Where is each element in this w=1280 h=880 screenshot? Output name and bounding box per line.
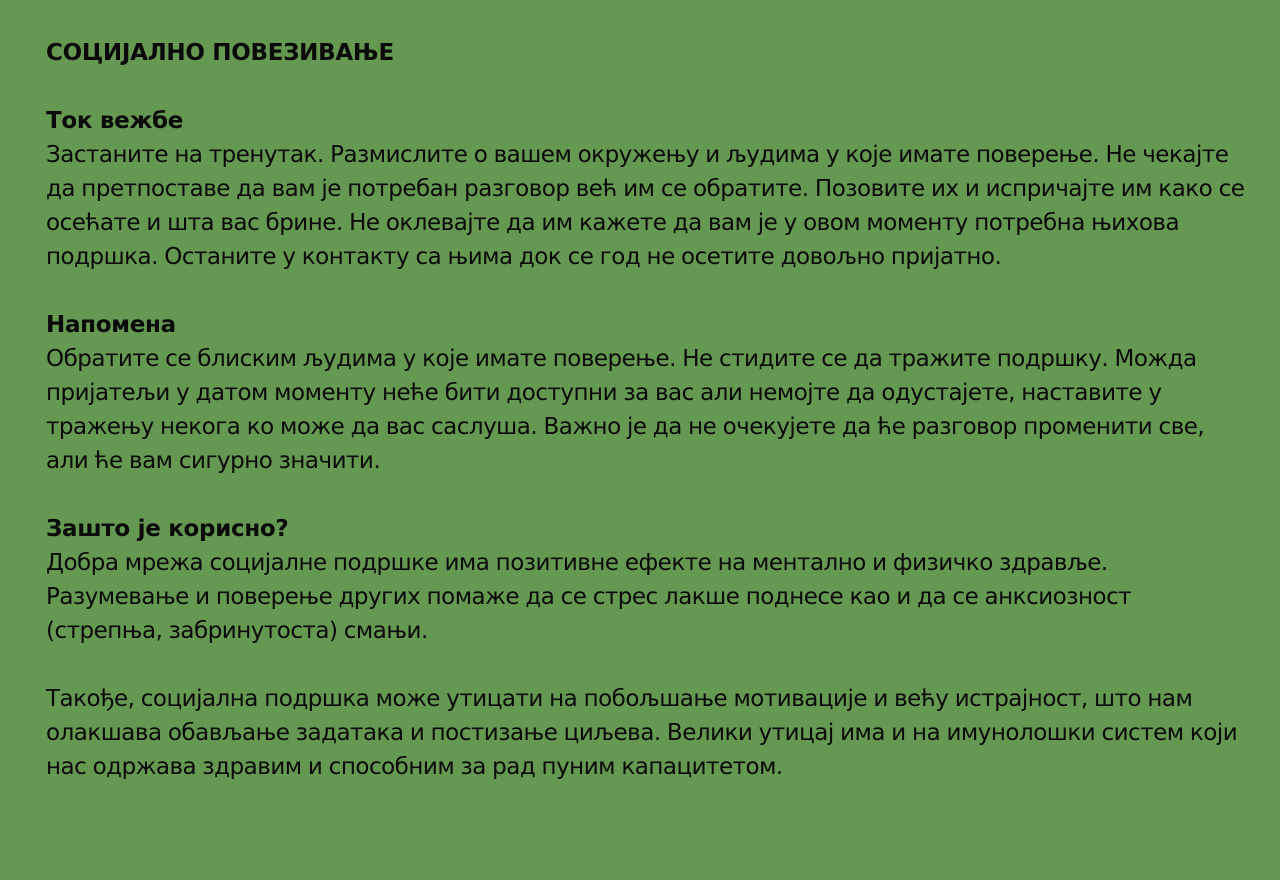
section-note	[46, 308, 1246, 478]
section-paragraph: Разумевање и поверење других помаже да се стрес лакше поднесе као и да се анксиозност (стрепња, забринутоста) смањи.	[46, 584, 1132, 644]
section-paragraph: Застаните на тренутак. Размислите о вашем окружењу и људима у које имате поверење. Не чекајте да претпоставе да вам је потребан разговор већ им се обратите. Позовите их и испричајте им како се осећате и шта вас брине. Не оклевајте да им кажете да вам је у овом моменту потребна њихова подршка. Останите у контакту са њима док се год не осетите довољно пријатно.	[46, 142, 1245, 270]
section-additional	[46, 682, 1246, 784]
section-paragraph: Добра мрежа социјалне подршке има позитивне ефекте на ментално и физичко здравље.	[46, 550, 1108, 576]
section-why-useful	[46, 512, 1246, 648]
section-paragraph: Обратите се блиским људима у које имате поверење. Не стидите се да тражите подршку. Можда пријатељи у датом моменту неће бити доступни за вас али немојте да одустајете, наставите у тражењу некога ко може да вас саслуша. Важно је да не очекујете да ће разговор променити све, али ће вам сигурно значити.	[46, 346, 1205, 474]
section-heading: Зашто је корисно?	[46, 516, 289, 542]
section-paragraph: Такође, социјална подршка може утицати на побољшање мотивације и већу истрајност, што нам олакшава обављање задатака и постизање циљева. Велики утицај има и на имунолошки систем који нас одржава здравим и способним за рад пуним капацитетом.	[46, 686, 1238, 780]
section-exercise-flow	[46, 104, 1246, 274]
document-title: СОЦИЈАЛНО ПОВЕЗИВАЊЕ	[46, 40, 394, 66]
section-heading: Ток вежбе	[46, 108, 184, 134]
document	[46, 36, 1246, 818]
section-heading: Напомена	[46, 312, 176, 338]
